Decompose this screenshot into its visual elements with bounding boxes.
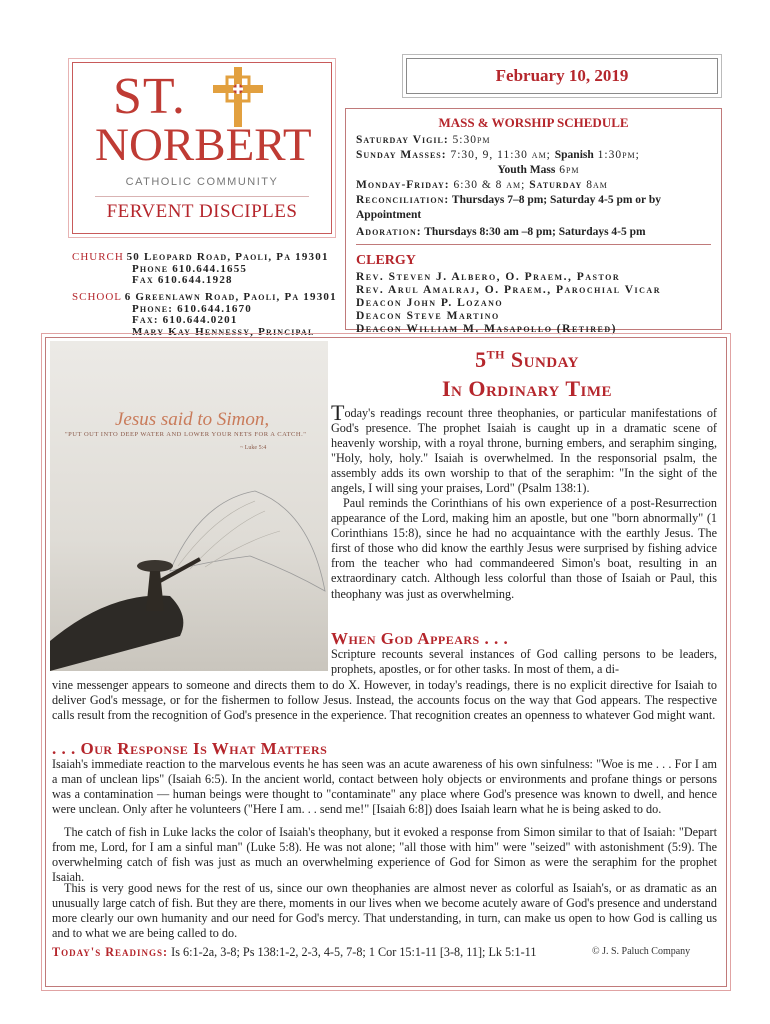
article-paragraph: Paul reminds the Corinthians of his own experience of a post-Resurrection appearance of the Lord, making him an apostle, but one "born abnormally" (1 Corinthians 15:8), since he had no acquaintance with the earthly Jesus. The first of those who did know the earthly Jesus were surprised by fishing advice from the teacher who had commandeered Simon's boat, resulting in an extraordinary catch. Although less colorful than those of Isaiah or Paul, this theophany was just as overwhelming. xyxy=(331,496,717,601)
school-address: 6 Greenlawn Road, Paoli, Pa 19301 xyxy=(124,291,337,303)
photo-script: Jesus said to Simon, xyxy=(115,409,270,430)
fisherman-photo xyxy=(50,341,328,671)
adoration: Adoration: Thursdays 8:30 am –8 pm; Saturdays 4-5 pm xyxy=(356,226,646,238)
church-fax: Fax 610.644.1928 xyxy=(132,274,233,286)
parish-logo xyxy=(72,62,332,234)
church-address-block xyxy=(72,252,329,287)
copyright: © J. S. Paluch Company xyxy=(592,946,691,957)
logo-norbert: NORBERT xyxy=(95,119,312,171)
clergy-member: Rev. Arul Amalraj, O. Praem., Parochial Vicar xyxy=(356,284,661,296)
clergy-heading: CLERGY xyxy=(356,253,416,268)
article-paragraph: The catch of fish in Luke lacks the color of Isaiah's theophany, but it evoked a response from Simon similar to that of Isaiah: "Depart from me, Lord, for I am a sinful man" (Luke 5:8). He was not alone; "all those with him" were "seized" with astonishment (5:9). The overwhelming catch of fish was just as much an overwhelming experience of God for Simon as were the seraphim for the prophet Isaiah. xyxy=(52,825,717,885)
article-paragraph: Today's readings recount three theophanies, or particular manifestations of God's presence. The prophet Isaiah is caught up in a dramatic scene of heavenly worship, with a royal throne, burning embers, and seraphim singing, "Holy, holy, holy." Isaiah is overwhelmed. In the responsorial psalm, the assembly adds its own worship to that of the seraphim: "In the sight of the angels, I will sing your praises, Lord" (Psalm 138:1). xyxy=(331,400,717,496)
section-heading: When God Appears . . . xyxy=(331,629,509,648)
article-title-line1: 5TH Sunday xyxy=(475,347,579,372)
photo-quote: "PUT OUT INTO DEEP WATER AND LOWER YOUR NETS FOR A CATCH." xyxy=(65,431,307,438)
article-paragraph: Isaiah's immediate reaction to the marvelous events he has seen was an acute awareness of his own sinfulness: "Woe is me . . . For I am a man of unclean lips" (Isaiah 6:5). In the ancient world, contact between holy objects or environments and profane things or persons was a contamination — human beings were thought to "contaminate" any place where God's presence was known to dwell, and hence were unclean. Only after he volunteers ("Here I am. . . send me!" [Isaiah 6:8]) does Isaiah learn what he is being asked to do. xyxy=(52,757,717,817)
schedule-heading: MASS & WORSHIP SCHEDULE xyxy=(438,115,629,130)
article-paragraph: vine messenger appears to someone and directs them to do X. However, in today's readings, there is no explicit directive for Isaiah to deliver God's message, or for the fishermen to follow Jesus. Instead, the accounts focus on the way that God appears. The respective calls result from the recognition of God's presence in the experience. That recognition creates an openness to whatever God might want. xyxy=(52,678,717,723)
reconciliation: Reconciliation: Thursdays 7–8 pm; Saturday 4-5 pm or by Appointment xyxy=(356,194,661,221)
school-fax: Fax: 610.644.0201 xyxy=(132,314,238,326)
article-title-line2: In Ordinary Time xyxy=(441,376,613,401)
logo-st: ST. xyxy=(113,68,186,125)
church-phone: Phone 610.644.1655 xyxy=(132,262,248,275)
clergy-member: Rev. Steven J. Albero, O. Praem., Pastor xyxy=(356,271,621,283)
school-label: SCHOOL xyxy=(72,291,123,303)
clergy-member: Deacon William M. Masapollo (Retired) xyxy=(356,323,617,335)
weekday-masses: Monday-Friday: 6:30 & 8 am; Saturday 8am xyxy=(356,179,608,191)
saturday-vigil: Saturday Vigil: 5:30pm xyxy=(356,134,491,146)
logo-community: CATHOLIC COMMUNITY xyxy=(125,176,279,188)
clergy-member: Deacon John P. Lozano xyxy=(356,297,504,309)
drop-cap: T xyxy=(331,400,345,425)
section-heading: . . . Our Response Is What Matters xyxy=(52,739,328,758)
photo-reference: ~ Luke 5:4 xyxy=(240,445,267,451)
divider xyxy=(356,244,711,245)
church-label: CHURCH xyxy=(72,251,124,263)
todays-readings: Today's Readings: Is 6:1-2a, 3-8; Ps 138:1-2, 2-3, 4-5, 7-8; 1 Cor 15:1-11 [3-8, 11]; Lk 5:1-11 xyxy=(52,945,537,959)
youth-mass: Youth Mass 6pm xyxy=(497,164,580,176)
bulletin-date: February 10, 2019 xyxy=(406,58,718,94)
article-paragraph: This is very good news for the rest of us, since our own theophanies are almost never as colorful as Isaiah's, or as dramatic as an unusually large catch of fish. But they are there, moments in our lives when we become acutely aware of God's presence and understand more clearly our own humanity and our need for God's mercy. That understanding, in turn, can make us open to how God is calling us and to what we are being called to do. xyxy=(52,881,717,941)
logo-tagline: FERVENT DISCIPLES xyxy=(106,201,298,222)
clergy-member: Deacon Steve Martino xyxy=(356,310,500,322)
church-address: 50 Leopard Road, Paoli, Pa 19301 xyxy=(126,251,329,263)
school-address-block xyxy=(72,292,337,338)
school-phone: Phone: 610.644.1670 xyxy=(132,302,252,315)
sunday-masses: Sunday Masses: 7:30, 9, 11:30 am; Spanish 1:30pm; xyxy=(356,149,640,161)
school-principal: Mary Kay Hennessy, Principal xyxy=(132,325,315,338)
fisherman-image xyxy=(50,341,328,671)
article-paragraph: Scripture recounts several instances of God calling persons to be leaders, prophets, apostles, or for other tasks. In most of them, a di- xyxy=(331,647,717,677)
divider xyxy=(95,196,309,197)
schedule-box xyxy=(345,108,722,335)
